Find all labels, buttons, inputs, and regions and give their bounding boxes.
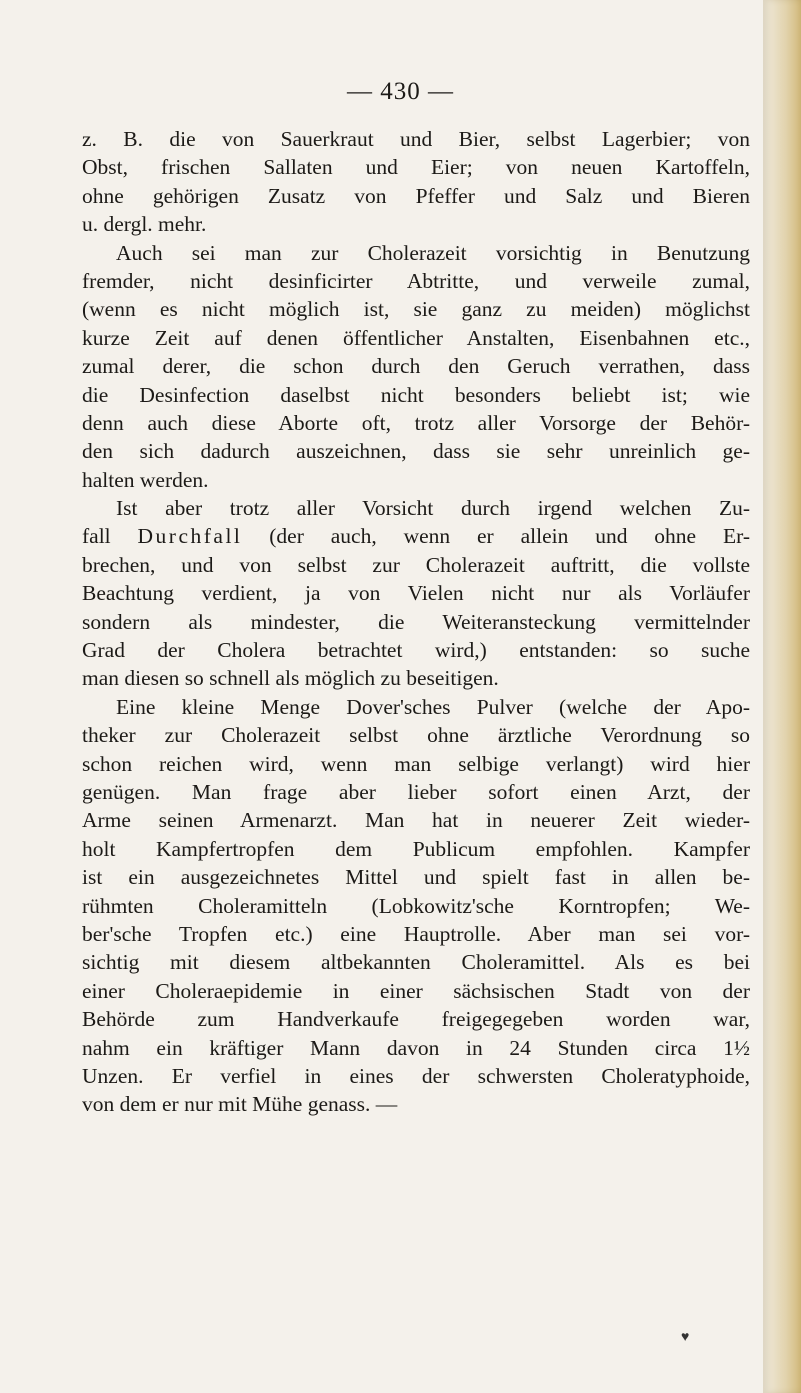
text-line: Ist aber trotz aller Vorsicht durch irgend welchen Zu- [116,496,750,521]
text-line: Obst, frischen Sallaten und Eier; von neuen Kartoffeln, [82,155,750,180]
text-line: rühmten Choleramitteln (Lobkowitz'sche Korntropfen; We- [82,893,750,918]
text-line: nahm ein kräftiger Mann davon in 24 Stunden circa 1½ [82,1035,750,1060]
text-line: (wenn es nicht möglich ist, sie ganz zu meiden) möglichst [82,297,750,322]
text-line: Arme seinen Armenarzt. Man hat in neuerer Zeit wieder- [82,808,750,833]
text-line: ist ein ausgezeichnetes Mittel und spielt fast in allen be- [82,865,750,890]
text-line: genügen. Man frage aber lieber sofort einen Arzt, der [82,779,750,804]
page-edge [763,0,801,1393]
text-line: man diesen so schnell als möglich zu beseitigen. [82,666,499,691]
text-line: ohne gehörigen Zusatz von Pfeffer und Salz und Bieren [82,183,750,208]
text-line: Behörde zum Handverkaufe freigegegeben worden war, [82,1007,750,1032]
text-line: Eine kleine Menge Dover'sches Pulver (welche der Apo- [116,694,750,719]
text-line: von dem er nur mit Mühe genass. — [82,1092,398,1117]
text-line: sondern als mindester, die Weiteransteckung vermittelnder [82,609,750,634]
body-text [82,125,750,1119]
page-number: — 430 — [347,78,454,105]
printer-mark: ♥ [681,1330,690,1345]
text-line: theker zur Cholerazeit selbst ohne ärztliche Verordnung so [82,723,750,748]
text-line: fall Durchfall (der auch, wenn er allein und ohne Er- [82,524,750,549]
text-line: zumal derer, die schon durch den Geruch verrathen, dass [82,354,750,379]
text-line: den sich dadurch auszeichnen, dass sie sehr unreinlich ge- [82,439,750,464]
text-line: brechen, und von selbst zur Cholerazeit auftritt, die vollste [82,552,750,577]
text-line: halten werden. [82,467,209,492]
text-line: Auch sei man zur Cholerazeit vorsichtig in Benutzung [116,240,750,265]
text-line: sichtig mit diesem altbekannten Choleramittel. Als es bei [82,950,750,975]
text-line: denn auch diese Aborte oft, trotz aller Vorsorge der Behör- [82,410,750,435]
text-line: kurze Zeit auf denen öffentlicher Anstalten, Eisenbahnen etc., [82,325,750,350]
text-line: z. B. die von Sauerkraut und Bier, selbst Lagerbier; von [82,127,750,151]
text-line: u. dergl. mehr. [82,212,207,237]
text-line: fremder, nicht desinficirter Abtritte, und verweile zumal, [82,268,750,293]
text-line: holt Kampfertropfen dem Publicum empfohlen. Kampfer [82,836,750,861]
text-line: die Desinfection daselbst nicht besonders beliebt ist; wie [82,382,750,407]
text-line: ber'sche Tropfen etc.) eine Hauptrolle. Aber man sei vor- [82,921,750,946]
text-line: schon reichen wird, wenn man selbige verlangt) wird hier [82,751,750,776]
text-line: Grad der Cholera betrachtet wird,) entstanden: so suche [82,638,750,663]
text-line: Beachtung verdient, ja von Vielen nicht nur als Vorläufer [82,581,750,606]
text-line: einer Choleraepidemie in einer sächsischen Stadt von der [82,978,750,1003]
text-line: Unzen. Er verfiel in eines der schwersten Choleratyphoide, [82,1063,750,1088]
